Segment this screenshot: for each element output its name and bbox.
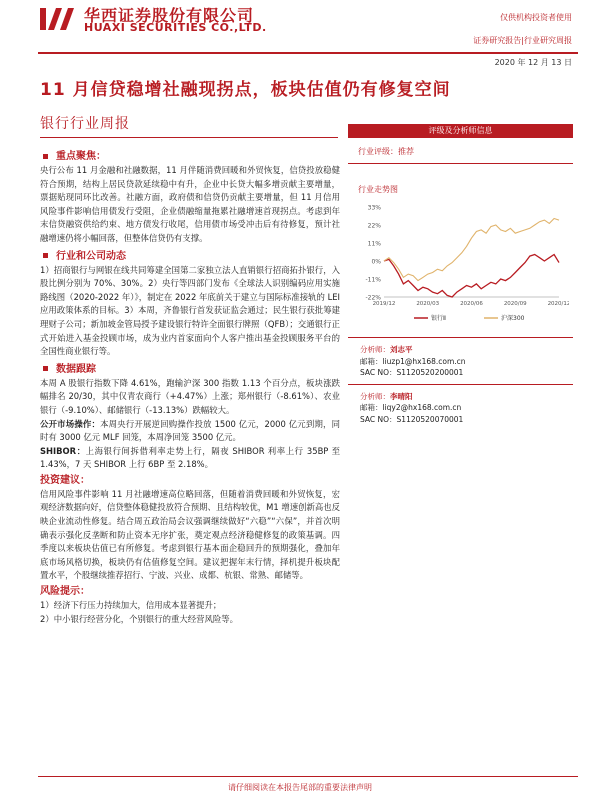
risk-item: 2）中小银行经营分化，个别银行的重大经营风险等。	[40, 613, 238, 624]
section-heading-news: 行业和公司动态	[40, 249, 340, 264]
report-title: 11 月信贷稳增社融现拐点，板块估值仍有修复空间	[40, 80, 451, 100]
report-category: 证券研究报告|行业研究周报	[473, 36, 572, 45]
focus-paragraph: 央行公布 11 月金融和社融数据，11 月伴随消费回暖和外贸恢复，信贷投放稳健符合预期，结构上居民贷款延续稳中有升，企业中长贷大幅多增贡献主要增量，票据贴现同环比改善。社融方面，政府债和信贷仍贡献主要增量，但 11 月信用风险事件影响信用债发行受阻，企业债融缩量拖累社融增速首现拐点。考虑到年末信贷融资供给约束、地方债发行收尾，信用债市场受冲击后有待修复，预计社融增速仍将小幅回落，但整体信贷仍有支撑。	[40, 165, 340, 243]
sidebar-divider	[348, 337, 573, 338]
report-header	[0, 0, 600, 78]
report-subtitle: 银行行业周报	[40, 116, 130, 132]
x-tick-label: 2020/09	[503, 301, 527, 307]
x-tick-label: 2020/06	[460, 301, 483, 307]
section-heading-focus: 重点聚焦：	[40, 149, 340, 164]
news-paragraph: 1）招商银行与网银在线共同筹建全国第二家独立法人直销银行招商拓扑银行，入股比例分别为 70%、30%。2）央行等四部门发布《全球法人识别编码应用实施路线图（2020-2022 年）》，制定在 2022 年底前关于建立与国际标准接轨的 LEI 应用政策体系的目标。3）本周，齐鲁银行首发获证监会通过；民生银行获批筹建理财子公司；新加坡金管局授予建设银行特许全面银行牌照（QFB）；交通银行正式开始进入基金投顾市场，成为业内首家面向个人客户推出基金投顾服务平台的全国性商业银行等。	[40, 264, 340, 357]
brand-name-en: HUAXI SECURITIES CO.,LTD.	[84, 21, 267, 34]
industry-rating: 行业评级：推荐	[358, 147, 414, 156]
legend-label: 沪深300	[501, 315, 525, 322]
section-heading-risk: 风险提示：	[40, 586, 90, 598]
y-tick-label: -22%	[365, 294, 381, 302]
huaxi-logo-icon	[38, 4, 78, 34]
x-tick-label: 2020/03	[416, 301, 440, 307]
brand-name-cn: 华西证券股份有限公司	[84, 6, 255, 25]
series-line-bank	[384, 255, 559, 298]
analyst-email: 邮箱：liuzp1@hx168.com.cn	[360, 356, 466, 366]
x-tick-label: 2019/12	[372, 301, 396, 307]
y-tick-label: -11%	[365, 276, 381, 284]
advice-paragraph: 信用风险事件影响 11 月社融增速高位略回落，但随着消费回暖和外贸恢复，宏观经济数据向好，信贷整体稳健投放符合预期、且结构较优，M1 增速创新高也反映企业流动性修复。结合周五政治局会议强调继续做好“六稳”“六保”，并首次明确表示强化反垄断和防止资本无序扩张，奠定观点经济稳健修复的政策基调。四季度以来板块估值已有所修复。考虑到银行基本面企稳回升的预期强化，叠加年底市场风格切换，板块仍有估值修复空间。建议把握年末行情，择机提升板块配置水平，个股继续推荐招行、宁波、兴业、成都、杭银、常熟、邮储等。	[40, 488, 340, 581]
sidebar-header: 评级及分析师信息	[348, 124, 573, 138]
y-tick-label: 11%	[367, 240, 381, 248]
y-tick-label: 33%	[367, 204, 381, 212]
analyst-sac: SAC NO：S1120520070001	[360, 414, 464, 424]
analyst-card: 分析师：刘志平 邮箱：liuzp1@hx168.com.cn SAC NO：S1120520200001	[348, 344, 573, 379]
series-line-csi300	[384, 219, 559, 281]
subtitle-divider	[40, 137, 338, 138]
y-tick-label: 22%	[367, 222, 381, 230]
sidebar	[348, 124, 573, 425]
data-paragraph-open-market: 公开市场操作：本周央行开展逆回购操作投放 1500 亿元，2000 亿元到期，同时有 3000 亿元 MLF 回笼，本周净回笼 3500 亿元。	[40, 418, 340, 443]
analyst-name: 刘志平	[390, 345, 413, 354]
analyst-sac: SAC NO：S1120520200001	[360, 368, 464, 377]
analyst-email: 邮箱：liqy2@hx168.com.cn	[360, 403, 462, 412]
trend-chart	[354, 199, 569, 327]
risk-item: 1）经济下行压力持续加大，信用成本显著提升；	[40, 600, 222, 611]
bullet-icon	[43, 154, 48, 159]
bullet-icon	[43, 253, 48, 258]
sidebar-divider	[348, 384, 573, 385]
legend-label: 银行Ⅱ	[431, 315, 446, 322]
report-date: 2020 年 12 月 13 日	[494, 58, 572, 67]
main-content	[40, 146, 340, 626]
bullet-icon	[43, 366, 48, 371]
sidebar-divider	[348, 163, 573, 164]
analyst-name: 李晴阳	[390, 391, 413, 401]
section-heading-data: 数据跟踪	[40, 362, 340, 377]
data-paragraph-shibor: SHIBOR：上海银行间拆借利率走势上行，隔夜 SHIBOR 利率上行 35BP 至 1.43%，7 天 SHIBOR 上行 6BP 至 2.18%。	[40, 445, 340, 470]
header-divider	[38, 52, 578, 54]
audience-note: 仅供机构投资者使用	[500, 13, 572, 22]
data-paragraph-index: 本周 A 股银行指数下降 4.61%，跑输沪深 300 指数 1.13 个百分点，板块涨跌幅排名 20/30，其中仅青农商行（+4.47%）上涨；郑州银行（-8.61%）、农业银行（-9.10%）、邮储银行（-13.13%）跌幅较大。	[40, 377, 340, 415]
section-heading-advice: 投资建议：	[40, 474, 90, 486]
y-tick-label: 0%	[371, 258, 381, 266]
analyst-card: 分析师：李晴阳 邮箱：liqy2@hx168.com.cn SAC NO：S1120520070001	[348, 391, 573, 426]
x-tick-label: 2020/12	[547, 301, 569, 307]
footer-divider	[38, 776, 578, 777]
trend-chart-label: 行业走势图	[358, 185, 398, 194]
legal-notice: 请仔细阅读在本报告尾部的重要法律声明	[228, 783, 372, 792]
